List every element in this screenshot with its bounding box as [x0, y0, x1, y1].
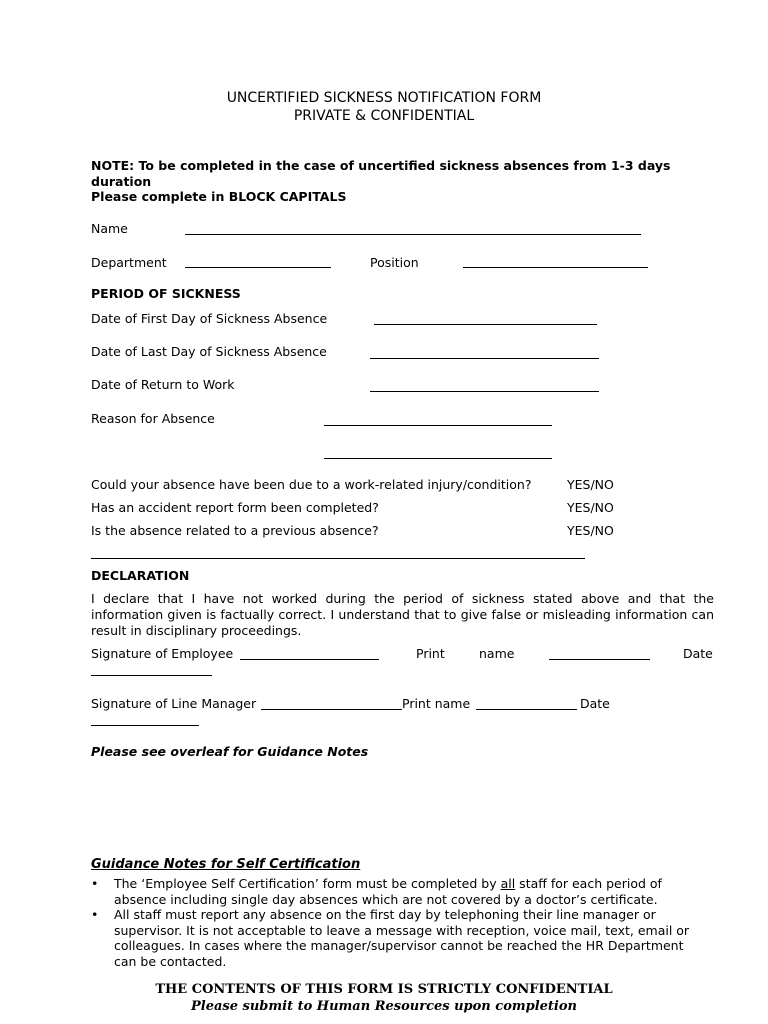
name-field[interactable]	[185, 234, 641, 235]
bullet-icon: •	[91, 907, 99, 922]
period-heading: PERIOD OF SICKNESS	[91, 286, 241, 301]
guidance-item-1-emphasis: all	[500, 876, 516, 891]
position-label: Position	[370, 255, 419, 270]
return-label: Date of Return to Work	[91, 377, 235, 392]
overleaf-note: Please see overleaf for Guidance Notes	[91, 744, 369, 759]
last-day-field[interactable]	[370, 358, 599, 359]
guidance-item-1	[91, 876, 691, 907]
first-day-field[interactable]	[374, 324, 597, 325]
name-label: Name	[91, 221, 128, 236]
answer-1[interactable]: YES/NO	[567, 477, 614, 492]
footer-submit: Please submit to Human Resources upon completion	[191, 999, 577, 1014]
question-2: Has an accident report form been completed?	[91, 500, 379, 515]
question-1: Could your absence have been due to a work-related injury/condition?	[91, 477, 532, 492]
form-subtitle: PRIVATE & CONFIDENTIAL	[293, 108, 475, 124]
manager-date-label: Date	[580, 696, 610, 711]
manager-print-name-field[interactable]	[476, 709, 577, 710]
reason-field-1[interactable]	[324, 425, 552, 426]
sig-employee-field[interactable]	[240, 659, 379, 660]
note-line-3: Please complete in BLOCK CAPITALS	[91, 189, 347, 204]
form-title: UNCERTIFIED SICKNESS NOTIFICATION FORM	[226, 90, 542, 106]
position-field[interactable]	[463, 267, 648, 268]
sig-manager-field[interactable]	[261, 709, 402, 710]
guidance-item-2-text: All staff must report any absence on the first day by telephoning their line manager or supervisor. It is not acceptable to leave a message with reception, voice mail, text, email or colleagues. In cases where the manager/supervisor cannot be reached the HR Department can be contacted.	[114, 907, 690, 969]
reason-field-2[interactable]	[324, 458, 552, 459]
first-day-label: Date of First Day of Sickness Absence	[91, 311, 328, 326]
return-field[interactable]	[370, 391, 599, 392]
guidance-heading: Guidance Notes for Self Certification	[91, 857, 361, 872]
print-name-label: name	[479, 646, 515, 661]
declaration-heading: DECLARATION	[91, 568, 190, 583]
sig-employee-label: Signature of Employee	[91, 646, 234, 661]
sig-manager-label: Signature of Line Manager	[91, 696, 257, 711]
last-day-label: Date of Last Day of Sickness Absence	[91, 344, 327, 359]
guidance-list	[91, 876, 691, 969]
guidance-item-2	[91, 907, 691, 969]
manager-print-name-label: Print name	[402, 696, 471, 711]
divider	[91, 558, 585, 559]
department-field[interactable]	[185, 267, 331, 268]
print-label: Print	[416, 646, 445, 661]
declaration-text: I declare that I have not worked during the period of sickness stated above and that the information given is factually correct. I understand that to give false or misleading information can result in disciplinary proceedings.	[91, 591, 714, 638]
reason-label: Reason for Absence	[91, 411, 215, 426]
date-label: Date	[683, 646, 713, 661]
question-3: Is the absence related to a previous absence?	[91, 523, 379, 538]
employee-print-name-field[interactable]	[549, 659, 650, 660]
answer-3[interactable]: YES/NO	[567, 523, 614, 538]
bullet-icon: •	[91, 876, 99, 891]
guidance-item-1-text-b: staff for each period of absence including single day absences which are not covered by a doctor’s certificate.	[114, 876, 662, 907]
footer-confidential: THE CONTENTS OF THIS FORM IS STRICTLY CONFIDENTIAL	[155, 982, 613, 997]
guidance-item-1-text-a: The ‘Employee Self Certification’ form must be completed by	[114, 876, 501, 891]
note-line-2: duration	[91, 174, 152, 189]
employee-date-field[interactable]	[91, 675, 212, 676]
manager-date-field[interactable]	[91, 725, 199, 726]
answer-2[interactable]: YES/NO	[567, 500, 614, 515]
department-label: Department	[91, 255, 167, 270]
note-line-1: NOTE: To be completed in the case of uncertified sickness absences from 1-3 days	[91, 158, 671, 173]
